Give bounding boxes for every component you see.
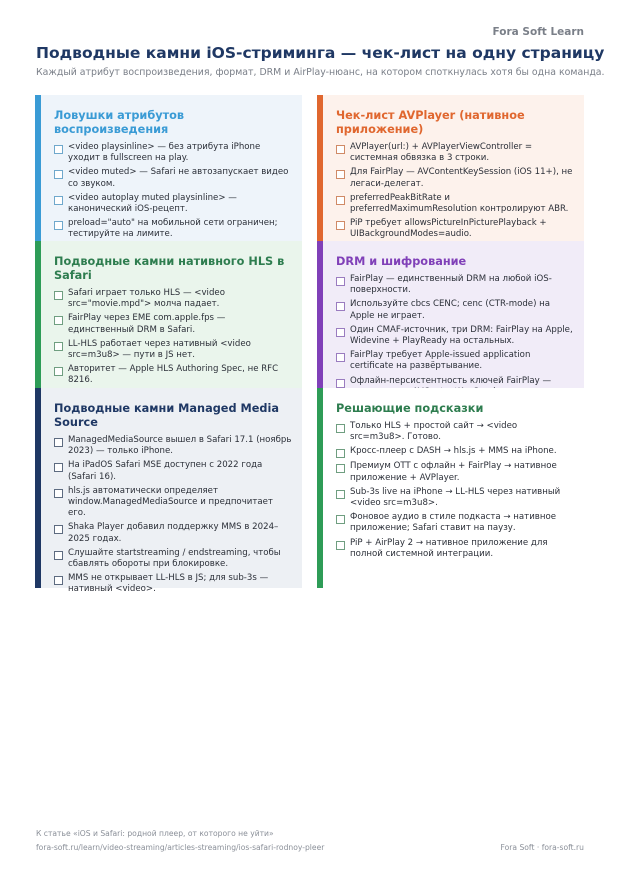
footer-article-link[interactable]: fora-soft.ru/learn/video-streaming/articles-streaming/ios-safari-rodnoy-pleer — [36, 843, 325, 852]
checklist-item — [54, 435, 292, 457]
checklist-item — [336, 299, 574, 321]
item-text: PiP требует allowsPictureInPicturePlayback + UIBackgroundModes=audio. — [350, 218, 547, 240]
checklist-item — [336, 274, 574, 296]
checklist-item — [336, 325, 574, 347]
checkbox-icon[interactable] — [54, 196, 63, 205]
checkbox-icon[interactable] — [54, 367, 63, 376]
brand-label: Fora Soft Learn — [492, 26, 584, 38]
checkbox-icon[interactable] — [336, 353, 345, 362]
item-text: preload="auto" на мобильной сети ограничен; тестируйте на лимите. — [68, 218, 278, 240]
card-safari-native-hls — [35, 241, 302, 389]
checkbox-icon[interactable] — [336, 170, 345, 179]
checklist-item — [54, 573, 292, 595]
card-title: Подводные камни нативного HLS в Safari — [54, 255, 285, 282]
checklist — [54, 288, 292, 402]
checklist-item — [336, 446, 574, 458]
checklist — [54, 435, 292, 596]
item-text: <video autoplay muted playsinline> — канонический iOS-рецепт. — [68, 192, 237, 215]
checklist-item — [54, 167, 292, 189]
item-text: Авторитет — Apple HLS Authoring Spec, не RFC 8216. — [68, 364, 279, 386]
checkbox-icon[interactable] — [336, 277, 345, 286]
checklist-item — [54, 313, 292, 335]
checkbox-icon[interactable] — [336, 145, 345, 154]
item-text: Кросс-плеер с DASH → hls.js + MMS на iPhone. — [350, 446, 557, 457]
item-text: Офлайн-персистентность ключей FairPlay — — [350, 375, 552, 386]
footer-site-link[interactable]: Fora Soft · fora-soft.ru — [500, 843, 584, 852]
item-text: Используйте cbcs CENC; cenc (CTR-mode) на Apple не играет. — [350, 299, 551, 321]
card-playback-attributes — [35, 95, 302, 243]
item-text: AVPlayer(url:) + AVPlayerViewController = системная обвязка в 3 строки. — [350, 142, 533, 164]
item-text: Sub-3s live на iPhone → LL-HLS через нативный <video src=m3u8>. — [350, 486, 561, 509]
item-text: Премиум OTT с офлайн + FairPlay → нативное приложение + AVPlayer. — [350, 461, 557, 483]
checklist-item — [336, 461, 574, 483]
item-text: Один CMAF-источник, три DRM: FairPlay на Apple, Widevine + PlayReady на остальных. — [350, 324, 573, 347]
checkbox-icon[interactable] — [54, 525, 63, 534]
item-text: На iPadOS Safari MSE доступен с 2022 года (Safari 16). — [68, 460, 263, 482]
checkbox-icon[interactable] — [54, 551, 63, 560]
checklist-item — [54, 288, 292, 310]
checklist-item — [54, 218, 292, 240]
checklist-item — [336, 193, 574, 215]
checklist-item — [54, 460, 292, 482]
checkbox-icon[interactable] — [336, 424, 345, 433]
checklist-item — [54, 339, 292, 361]
item-text: FairPlay — единственный DRM на любой iOS-поверхности. — [350, 274, 552, 296]
checklist-item — [54, 522, 292, 544]
checklist-item — [336, 350, 574, 372]
checkbox-icon[interactable] — [54, 463, 63, 472]
checkbox-icon[interactable] — [336, 302, 345, 311]
checkbox-icon[interactable] — [336, 379, 345, 388]
checkbox-icon[interactable] — [336, 196, 345, 205]
item-text: Safari играет только HLS — <video src="movie.mpd"> молча падает. — [68, 288, 225, 310]
item-text: hls.js автоматически определяет window.ManagedMediaSource и предпочитает его. — [68, 485, 273, 519]
checkbox-icon[interactable] — [336, 328, 345, 337]
checklist-item — [336, 142, 574, 164]
checkbox-icon[interactable] — [336, 541, 345, 550]
item-text: FairPlay через EME com.apple.fps — единственный DRM в Safari. — [68, 313, 226, 335]
checkbox-icon[interactable] — [54, 145, 63, 154]
checklist-item — [54, 193, 292, 215]
checkbox-icon[interactable] — [54, 221, 63, 230]
card-title: Чек-лист AVPlayer (нативное приложение) — [336, 109, 525, 136]
card-title: Решающие подсказки — [336, 402, 484, 415]
checklist — [336, 274, 574, 398]
checklist-item — [336, 487, 574, 509]
checklist-item — [336, 512, 574, 534]
checklist — [336, 142, 574, 256]
checklist-item — [336, 167, 574, 189]
item-text: PiP + AirPlay 2 → нативное приложение для полной системной интеграции. — [350, 537, 548, 559]
item-text: <video muted> — Safari не автозапускает видео со звуком. — [68, 167, 289, 189]
card-title: DRM и шифрование — [336, 255, 467, 268]
card-drm-encryption — [317, 241, 584, 389]
checklist-item — [54, 548, 292, 570]
checkbox-icon[interactable] — [54, 342, 63, 351]
page-subtitle: Каждый атрибут воспроизведения, формат, DRM и AirPlay-нюанс, на котором споткнулась хотя бы одна команда. — [36, 67, 605, 78]
checkbox-icon[interactable] — [336, 490, 345, 499]
checklist-item — [54, 486, 292, 520]
checklist-item — [336, 538, 574, 560]
checkbox-icon[interactable] — [54, 316, 63, 325]
checkbox-icon[interactable] — [54, 576, 63, 585]
item-text: Фоновое аудио в стиле подкаста → нативное приложение; Safari ставит на паузу. — [350, 512, 557, 534]
checklist-item — [336, 421, 574, 443]
page-title: Подводные камни iOS-стриминга — чек-лист на одну страницу — [36, 44, 605, 62]
checkbox-icon[interactable] — [54, 170, 63, 179]
checkbox-icon[interactable] — [336, 221, 345, 230]
checklist-item — [336, 218, 574, 240]
item-text: Для FairPlay — AVContentKeySession (iOS 11+), не легаси-делегат. — [350, 167, 573, 189]
card-managed-media-source — [35, 388, 302, 595]
checkbox-icon[interactable] — [54, 438, 63, 447]
item-text: preferredPeakBitRate и preferredMaximumResolution контролируют ABR. — [350, 192, 569, 215]
checklist — [336, 421, 574, 560]
item-text: Слушайте startstreaming / endstreaming, чтобы сбавлять обороты при блокировке. — [68, 547, 281, 570]
footer-article-note: К статье «iOS и Safari: родной плеер, от которого не уйти» — [36, 829, 274, 838]
card-avplayer-checklist — [317, 95, 584, 243]
checklist-item — [54, 142, 292, 164]
checklist-item — [54, 364, 292, 386]
card-title: Ловушки атрибутов воспроизведения — [54, 109, 185, 136]
item-text: FairPlay требует Apple-issued application certificate на развёртывание. — [350, 350, 531, 372]
item-text: MMS не открывает LL-HLS в JS; для sub-3s — нативный <video>. — [68, 573, 269, 595]
item-text: LL-HLS работает через нативный <video src=m3u8> — пути в JS нет. — [68, 338, 251, 361]
checklist — [54, 142, 292, 256]
item-text: Только HLS + простой сайт → <video src=m3u8>. Готово. — [350, 421, 518, 443]
checkbox-icon[interactable] — [54, 291, 63, 300]
card-decision-hints — [317, 388, 584, 588]
item-text: ManagedMediaSource вышел в Safari 17.1 (ноябрь 2023) — только iPhone. — [68, 435, 292, 457]
checkbox-icon[interactable] — [54, 489, 63, 498]
item-text: <video playsinline> — без атрибута iPhone уходит в fullscreen на play. — [68, 142, 261, 164]
checkbox-icon[interactable] — [336, 515, 345, 524]
checkbox-icon[interactable] — [336, 464, 345, 473]
item-text: Shaka Player добавил поддержку MMS в 2024–2025 годах. — [68, 522, 279, 544]
checkbox-icon[interactable] — [336, 449, 345, 458]
card-title: Подводные камни Managed Media Source — [54, 402, 279, 429]
